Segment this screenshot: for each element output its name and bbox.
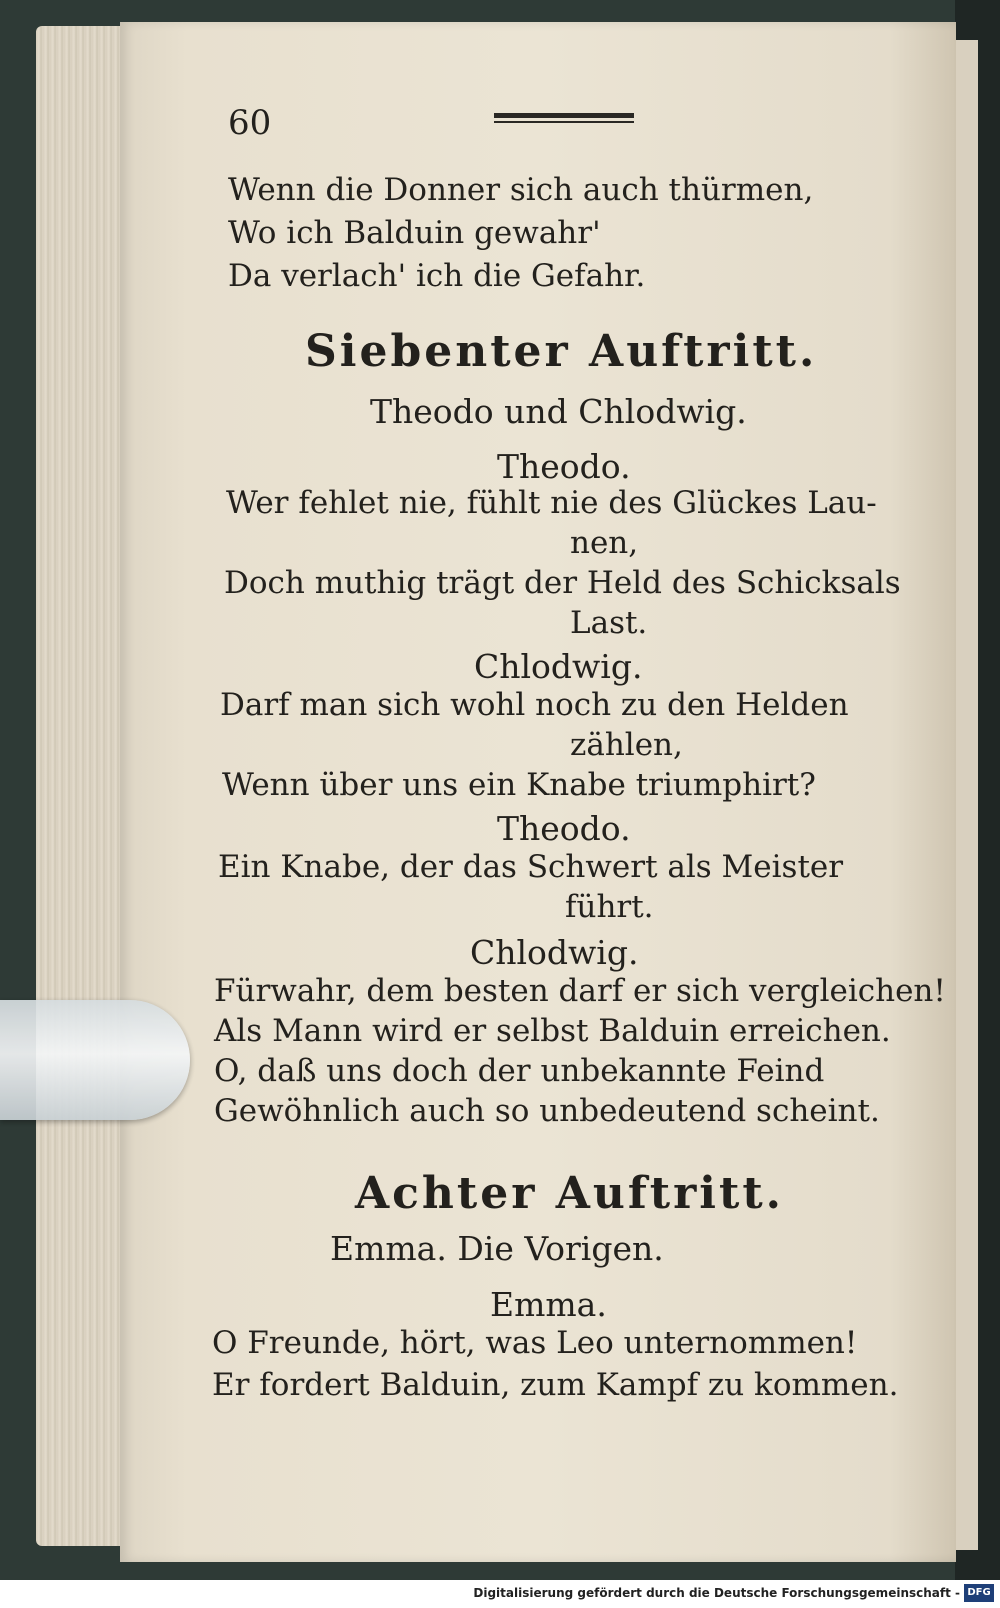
scene-heading: Siebenter Auftritt.	[305, 326, 818, 377]
header-rule	[494, 113, 634, 118]
verse-line: Wer fehlet nie, fühlt nie des Glückes Lau-	[226, 485, 877, 521]
plastic-bookmark	[0, 1000, 190, 1120]
verse-line: O, daß uns doch der unbekannte Feind	[214, 1053, 825, 1089]
dfg-logo-icon: DFG	[964, 1584, 994, 1602]
header-rule-thin	[494, 121, 634, 123]
next-page-edge	[956, 40, 978, 1550]
verse-line: Er fordert Balduin, zum Kampf zu kommen.	[212, 1367, 899, 1403]
speaker-name: Theodo.	[497, 809, 631, 848]
verse-line: Doch muthig trägt der Held des Schicksals	[224, 565, 901, 601]
stanza-line: Wenn die Donner sich auch thürmen,	[228, 172, 814, 208]
verse-line: O Freunde, hört, was Leo unternommen!	[212, 1325, 858, 1361]
verse-line: Wenn über uns ein Knabe triumphirt?	[222, 767, 816, 803]
verse-line: führt.	[565, 889, 654, 925]
speaker-name: Chlodwig.	[474, 647, 643, 686]
verse-line: Darf man sich wohl noch zu den Helden	[220, 687, 849, 723]
stanza-line: Da verlach' ich die Gefahr.	[228, 258, 646, 294]
scene-characters: Emma. Die Vorigen.	[330, 1229, 664, 1268]
speaker-name: Emma.	[490, 1285, 607, 1324]
speaker-name: Chlodwig.	[470, 933, 639, 972]
verse-line: Last.	[570, 605, 648, 641]
scene-characters: Theodo und Chlodwig.	[370, 392, 747, 431]
verse-line: zählen,	[570, 727, 683, 763]
verse-line: Gewöhnlich auch so unbedeutend scheint.	[214, 1093, 880, 1129]
speaker-name: Theodo.	[497, 447, 631, 486]
verse-line: nen,	[570, 525, 639, 561]
verse-line: Ein Knabe, der das Schwert als Meister	[218, 849, 844, 885]
scene-heading: Achter Auftritt.	[355, 1168, 784, 1219]
stanza-line: Wo ich Balduin gewahr'	[228, 215, 601, 251]
verse-line: Fürwahr, dem besten darf er sich vergleichen!	[214, 973, 946, 1009]
verse-line: Als Mann wird er selbst Balduin erreichen.	[214, 1013, 891, 1049]
footer-credit: Digitalisierung gefördert durch die Deutsche Forschungsgemeinschaft -	[473, 1586, 960, 1600]
page-number: 60	[228, 103, 272, 143]
